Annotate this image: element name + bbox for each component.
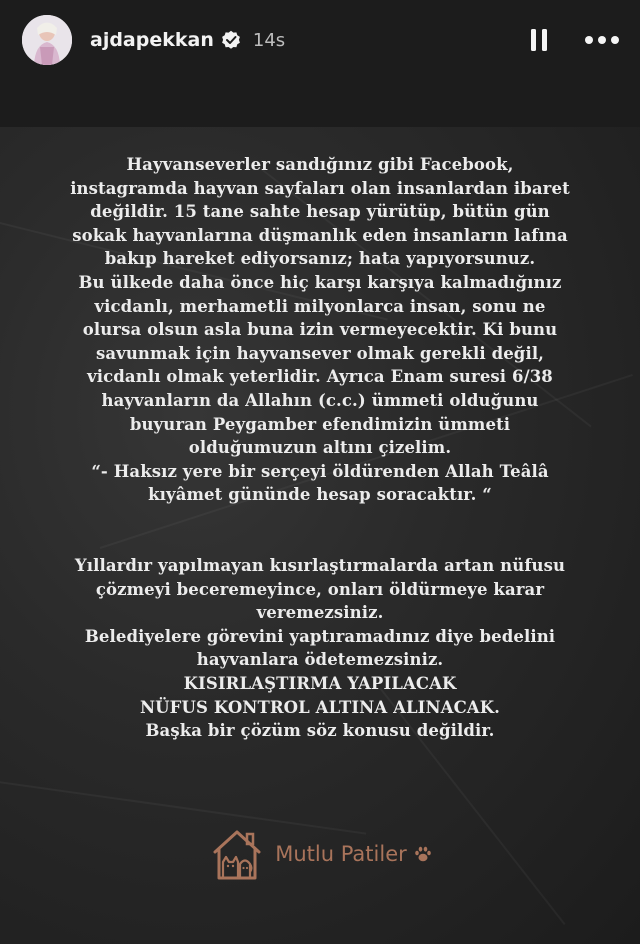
message-line: olursa olsun asla buna izin vermeyecektir. Ki bunu — [82, 320, 558, 340]
house-cat-dog-logo-icon — [207, 824, 267, 884]
message-line: NÜFUS KONTROL ALTINA ALINACAK. — [139, 697, 500, 717]
message-line: hayvanların da Allahın (c.c.) ümmeti olduğunu — [101, 390, 539, 410]
pause-button[interactable] — [524, 25, 554, 55]
pause-icon — [530, 28, 548, 52]
message-line: vicdanlı olmak yeterlidir. Ayrıca Enam suresi 6/38 — [87, 367, 553, 387]
more-horizontal-icon — [584, 35, 620, 45]
message-line: veremezsiniz. — [256, 603, 384, 623]
message-line: “- Haksız yere bir serçeyi öldürenden Allah Teâlâ — [91, 461, 549, 481]
avatar[interactable] — [22, 15, 72, 65]
message-line: Yıllardır yapılmayan kısırlaştırmalarda artan nüfusu — [74, 556, 566, 576]
message-line: sokak hayvanlarına düşmanlık eden insanların lafına — [72, 225, 568, 245]
message-line: Bu ülkede daha önce hiç karşı karşıya kalmadığınız — [78, 272, 562, 292]
message-line: bakıp hareket ediyorsanız; hata yapıyorsunuz. — [104, 249, 536, 269]
message-line: hayvanlara ödetemezsiniz. — [196, 650, 444, 670]
message-line: Hayvanseverler sandığınız gibi Facebook, — [126, 155, 514, 174]
story-header — [0, 0, 640, 80]
message-line: Başka bir çözüm söz konusu değildir. — [145, 721, 495, 741]
message-line: kıyâmet gününde hesap soracaktır. “ — [148, 485, 492, 505]
post-time: 14s — [252, 29, 286, 51]
message-line: değildir. 15 tane sahte hesap yürütüp, bütün gün — [90, 202, 550, 222]
brand-watermark — [0, 824, 640, 884]
verified-badge-icon — [221, 30, 241, 50]
username[interactable]: ajdapekkan — [90, 29, 214, 51]
message-line: instagramda hayvan sayfaları olan insanlardan ibaret — [70, 178, 570, 198]
avatar-image — [22, 15, 72, 65]
brand-name: Mutlu Patiler — [275, 842, 407, 866]
more-options-button[interactable] — [582, 25, 622, 55]
story-message — [22, 153, 618, 743]
message-line: çözmeyi beceremeyince, onları öldürmeye karar — [95, 579, 545, 599]
paw-icon — [413, 844, 433, 864]
message-line: savunmak için hayvansever olmak gerekli değil, — [95, 343, 545, 363]
message-line: KISIRLAŞTIRMA YAPILACAK — [183, 674, 457, 694]
message-line: Belediyelere görevini yaptıramadınız diye bedelini — [84, 626, 556, 646]
message-line: olduğumuzun altını çizelim. — [188, 438, 452, 458]
message-line: vicdanlı, merhametli milyonlarca insan, sonu ne — [94, 296, 546, 316]
story-content-card[interactable] — [0, 127, 640, 944]
message-line: buyuran Peygamber efendimizin ümmeti — [129, 414, 511, 434]
